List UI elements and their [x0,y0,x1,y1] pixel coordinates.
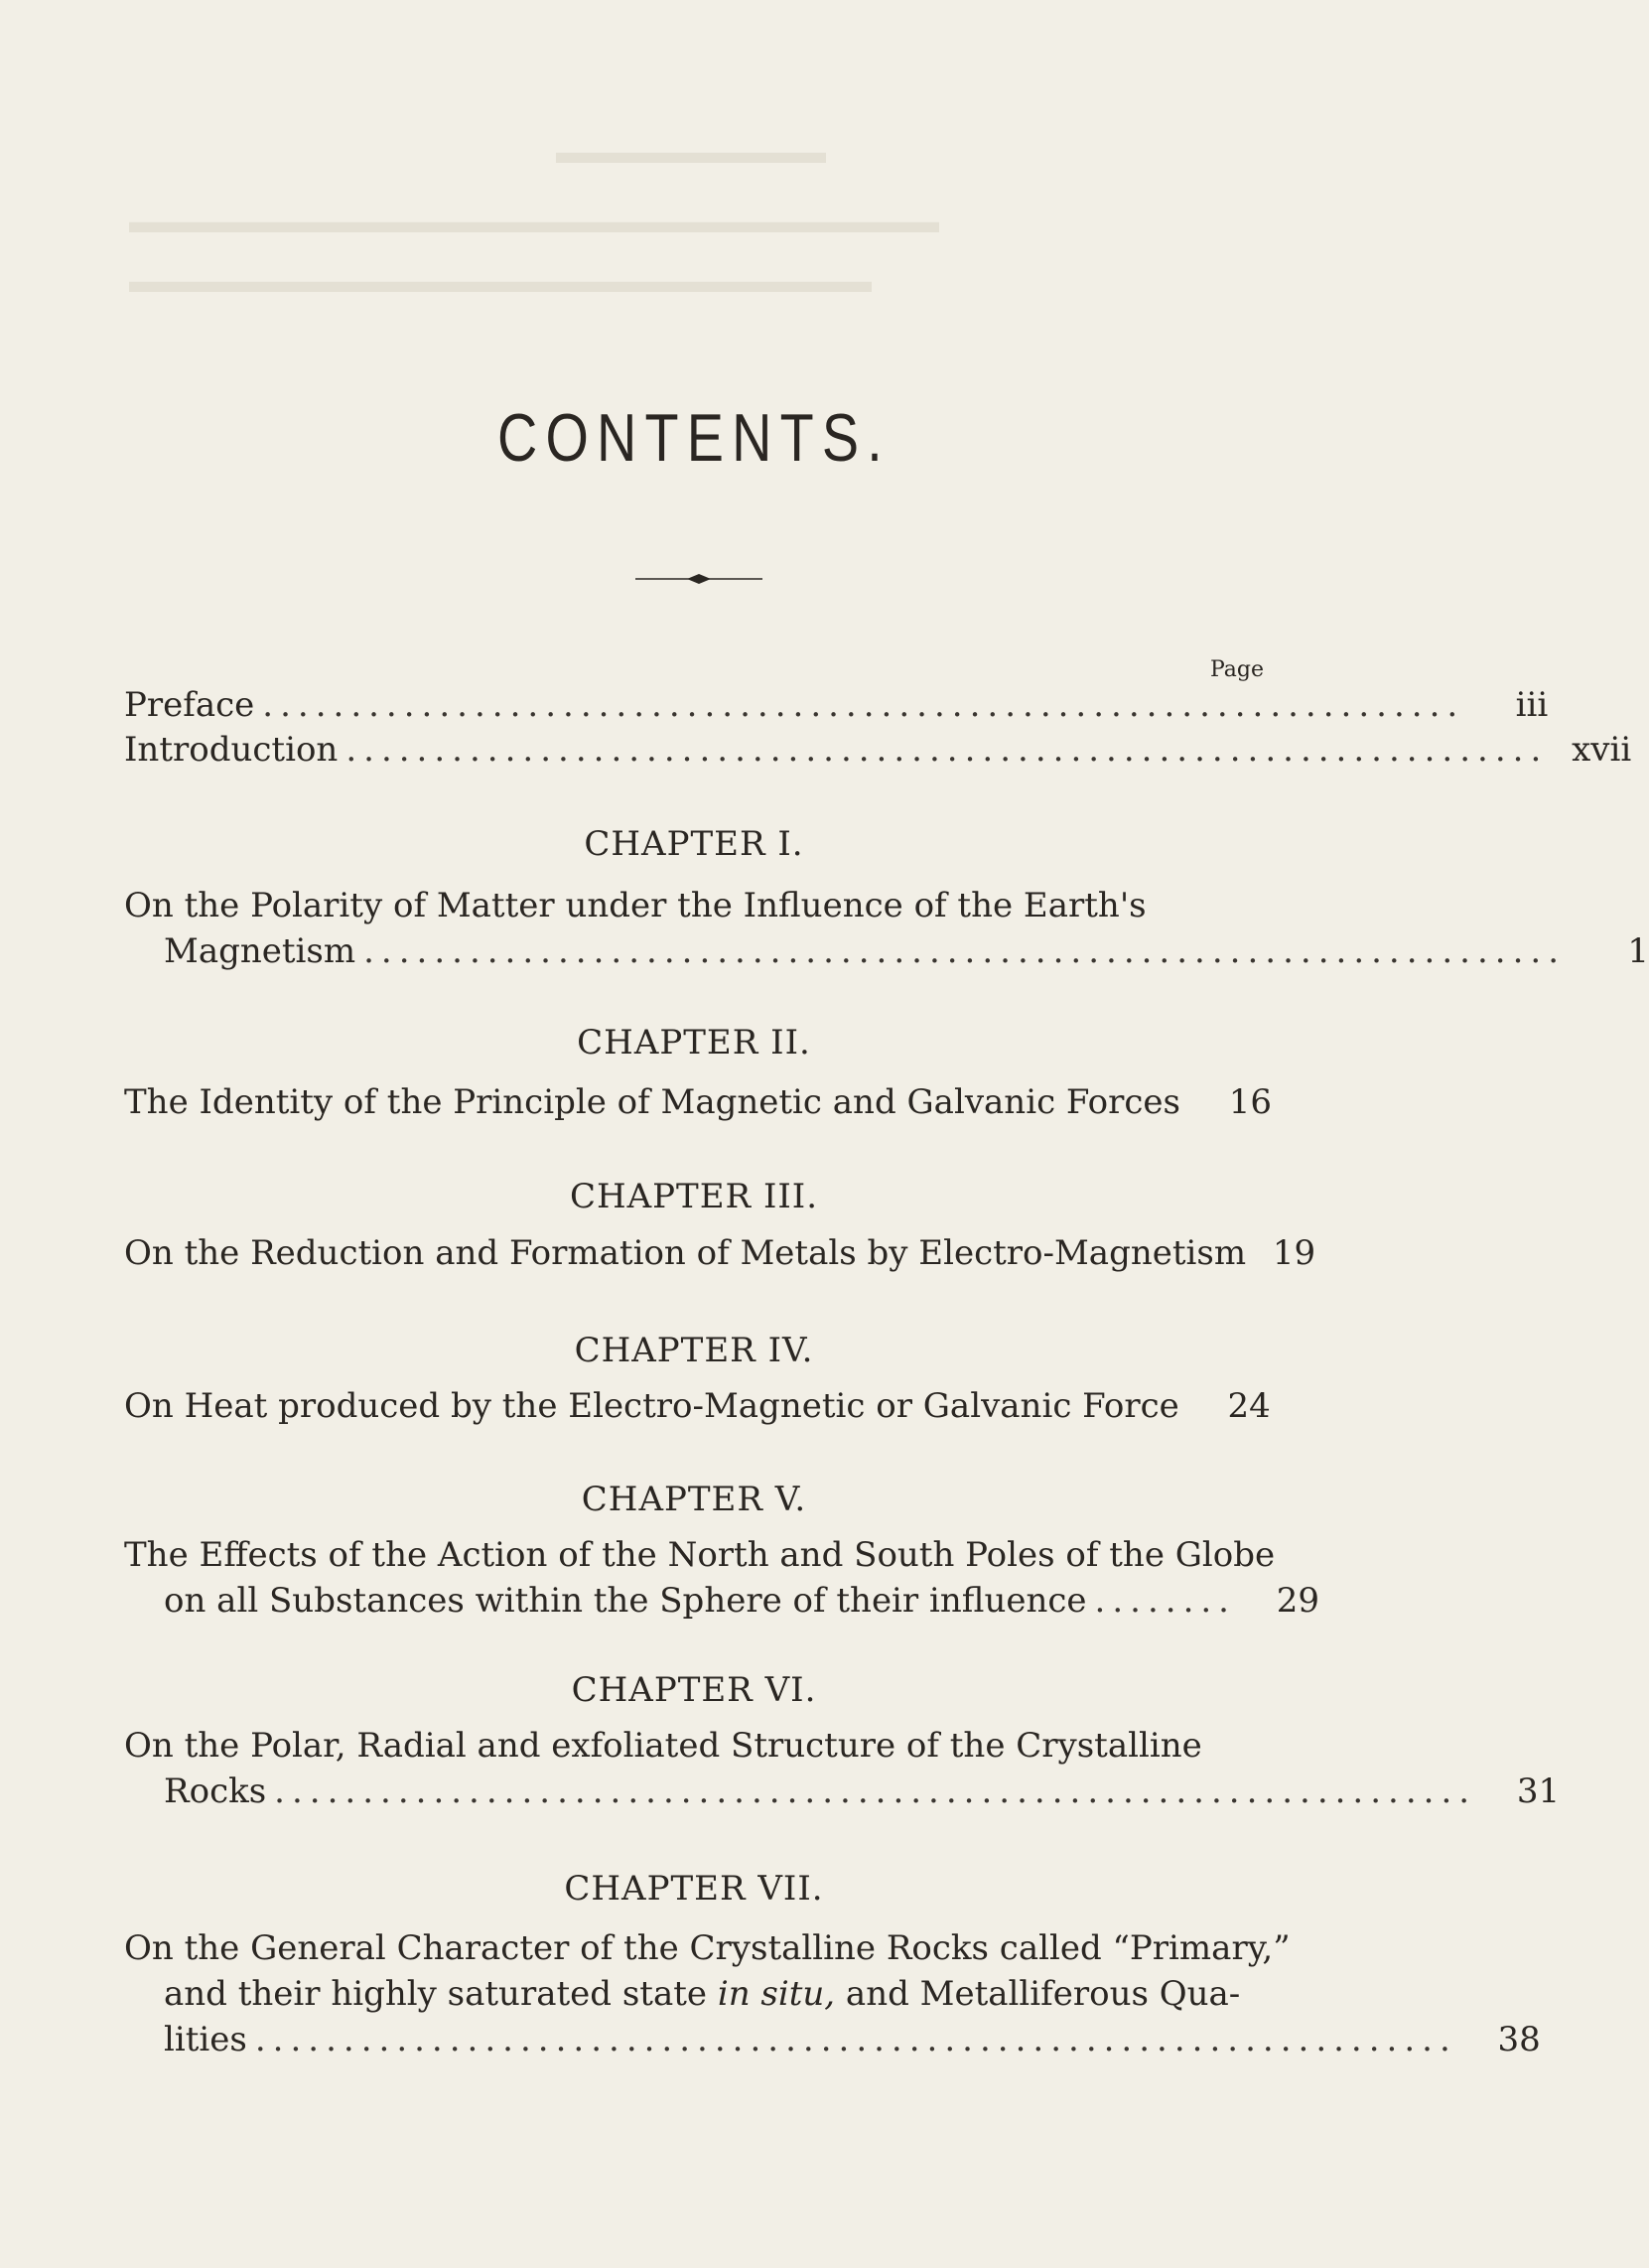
dot-leader: .................................................................... [363,931,1567,971]
page-number: 19 [1272,1233,1316,1273]
toc-entry-preface [124,685,1549,731]
entry-title: The Identity of the Principle of Magnetic and Galvanic Forces [124,1082,1180,1122]
entry-title-continued [164,1974,1240,2014]
page-number: 29 [1276,1581,1319,1621]
ornament-rule [635,572,762,586]
entry-title: On the General Character of the Crystalline Rocks called “Primary,” [124,1928,1291,1968]
entry-title: The Effects of the Action of the North and South Poles of the Globe [124,1535,1276,1575]
toc-entry-chapter-5 [124,1535,1319,1627]
page-number: 24 [1227,1386,1271,1426]
chapter-heading: CHAPTER IV. [574,1331,814,1370]
entry-title: Preface [124,685,255,725]
toc-entry-chapter-6 [124,1726,1561,1817]
dot-leader: ........ [1094,1581,1236,1621]
toc-entry-chapter-1 [124,886,1649,977]
page-number: 1 [1627,931,1649,971]
page-number: xvii [1572,730,1632,770]
dot-leader: .................................................................... [254,2020,1457,2059]
show-through-texture: ▬▬▬▬▬▬▬▬▬▬▬▬▬▬▬▬▬▬▬▬▬▬▬▬ [129,204,939,240]
chapter-heading: CHAPTER I. [584,824,804,864]
page-title: CONTENTS. [497,400,891,476]
page-number: 16 [1228,1082,1272,1122]
toc-entry-introduction [124,730,1632,776]
toc-entry-chapter-7 [124,1928,1541,2065]
page-number: iii [1515,685,1549,725]
toc-entry-chapter-4 [124,1386,1271,1432]
chapter-heading: CHAPTER V. [581,1480,807,1519]
toc-entry-chapter-2 [124,1082,1272,1128]
entry-title-continued: Magnetism [164,931,356,971]
entry-text: and Metalliferous Qua- [845,1974,1241,2014]
entry-text: and their highly saturated state [164,1974,708,2014]
entry-title-continued: lities [164,2020,247,2059]
page-column-header: Page [1209,657,1265,682]
chapter-heading: CHAPTER VII. [564,1869,824,1909]
chapter-heading: CHAPTER III. [569,1177,819,1216]
entry-title: On the Polar, Radial and exfoliated Structure of the Crystalline [124,1726,1202,1766]
entry-title: Introduction [124,730,339,770]
chapter-heading: CHAPTER VI. [571,1670,817,1710]
entry-title-continued: on all Substances within the Sphere of their influence [164,1581,1087,1621]
dot-leader: .................................................................... [262,685,1465,725]
entry-title: On the Polarity of Matter under the Influence of the Earth's [124,886,1147,925]
show-through-texture: ▬▬▬▬▬▬▬▬ [556,134,826,171]
dot-leader: .................................................................... [345,730,1549,770]
entry-title: On the Reduction and Formation of Metals by Electro-Magnetism [124,1233,1247,1273]
page-number: 38 [1497,2020,1541,2059]
show-through-texture: ▬▬▬▬▬▬▬▬▬▬▬▬▬▬▬▬▬▬▬▬▬▬ [129,263,872,300]
entry-italic-text: in situ, [717,1974,836,2014]
chapter-heading: CHAPTER II. [577,1023,811,1063]
dot-leader: .................................................................... [274,1772,1477,1811]
entry-title-continued: Rocks [164,1772,267,1811]
page-number: 31 [1516,1772,1561,1811]
toc-entry-chapter-3 [124,1233,1316,1279]
entry-title: On Heat produced by the Electro-Magnetic or Galvanic Force [124,1386,1179,1426]
